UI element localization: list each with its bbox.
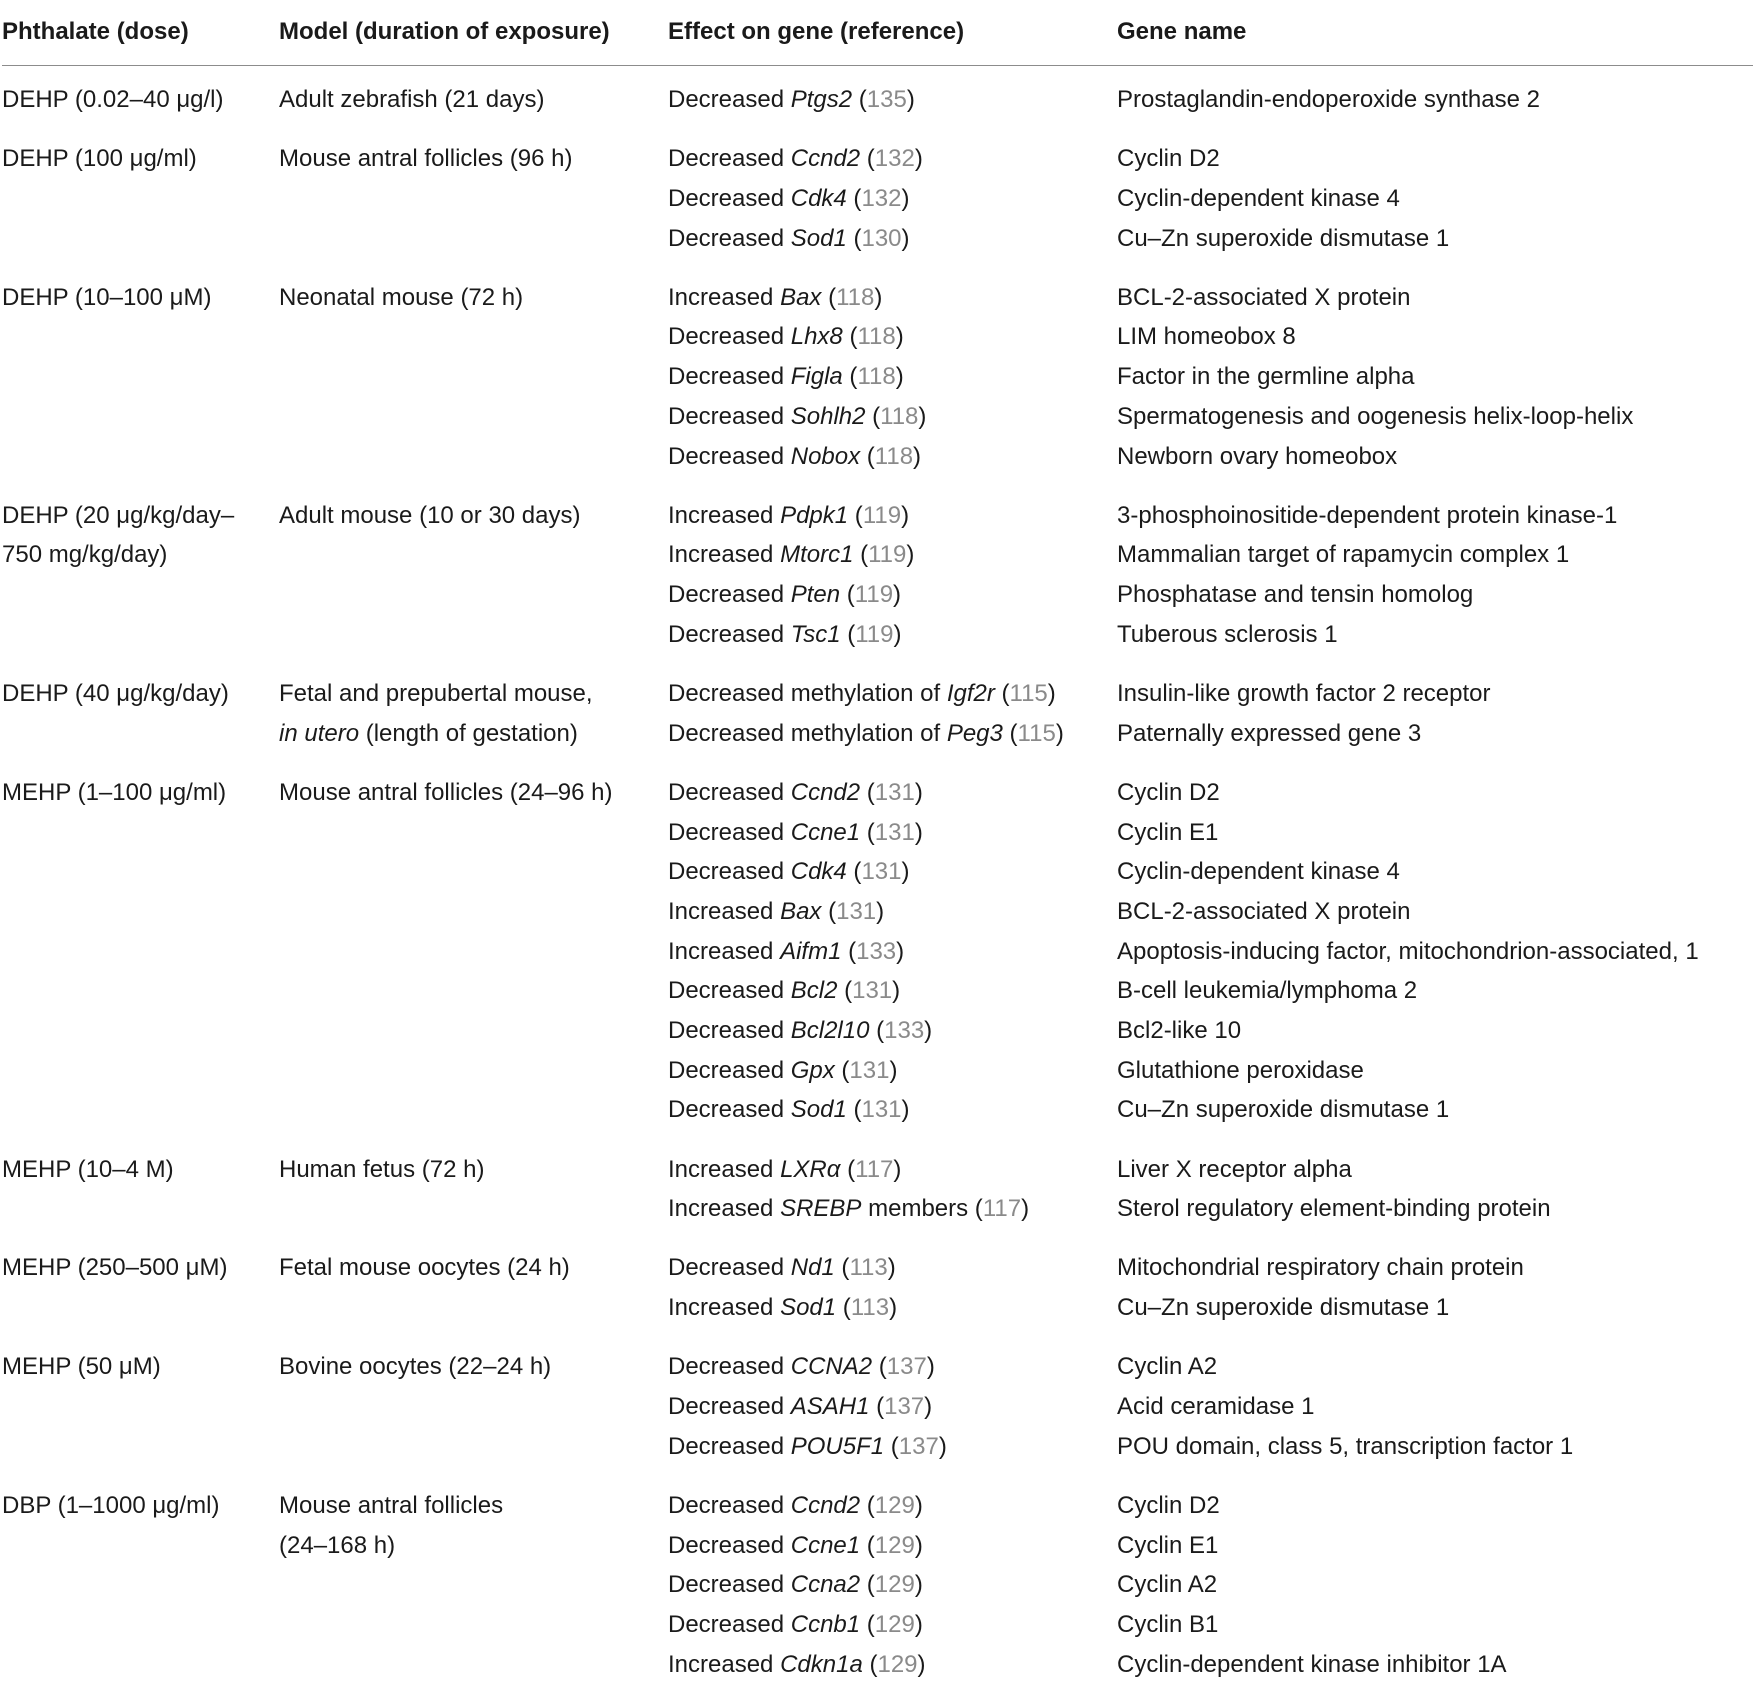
gene-name: Cu–Zn superoxide dismutase 1 bbox=[1117, 1294, 1450, 1322]
effect-direction: Increased bbox=[668, 1155, 781, 1183]
effect-line: Decreased Tsc1 (119) bbox=[668, 620, 902, 648]
gene-symbol: Ccnd2 bbox=[790, 778, 861, 806]
effect-cell bbox=[668, 496, 1117, 655]
reference-number: 118 bbox=[874, 442, 914, 470]
model-line bbox=[279, 773, 668, 813]
reference-number: 131 bbox=[874, 818, 915, 846]
reference-number: 118 bbox=[836, 283, 875, 311]
phthalate-cell bbox=[2, 80, 279, 120]
reference-number: 113 bbox=[849, 1254, 888, 1282]
effect-direction: Decreased bbox=[668, 1254, 791, 1282]
effect-suffix: members bbox=[861, 1195, 969, 1223]
reference-number: 135 bbox=[866, 86, 907, 113]
effect-line: Decreased Ptgs2 (135) bbox=[668, 86, 915, 113]
gene-name-cell bbox=[1117, 1248, 1753, 1327]
effect-line: Decreased Sod1 (131) bbox=[668, 1096, 910, 1124]
gene-name: 3-phosphoinositide-dependent protein kinase-1 bbox=[1117, 501, 1618, 529]
effect-line: Decreased POU5F1 (137) bbox=[668, 1432, 947, 1460]
effect-direction: Decreased bbox=[668, 442, 791, 470]
gene-name-cell bbox=[1117, 496, 1753, 655]
model-text: Mouse antral follicles (96 h) bbox=[279, 145, 573, 173]
effect-direction: Decreased bbox=[668, 145, 791, 173]
effect-line: Decreased Sod1 (130) bbox=[668, 224, 910, 252]
effect-direction: Decreased bbox=[668, 1016, 791, 1044]
gene-symbol: Peg3 bbox=[946, 719, 1003, 747]
gene-name: B-cell leukemia/lymphoma 2 bbox=[1117, 977, 1418, 1005]
phthalate-gene-table bbox=[2, 0, 1753, 1704]
reference-number: 119 bbox=[855, 620, 894, 648]
effect-direction: Decreased bbox=[668, 1432, 791, 1460]
gene-symbol: Igf2r bbox=[946, 679, 995, 707]
effect-line: Increased SREBP members (117) bbox=[668, 1195, 1030, 1223]
effect-direction: Increased bbox=[668, 1195, 781, 1223]
gene-symbol: Cdk4 bbox=[790, 858, 847, 886]
gene-name-cell bbox=[1117, 139, 1753, 258]
effect-direction: Decreased bbox=[668, 818, 791, 846]
gene-symbol: Bax bbox=[780, 283, 822, 311]
table-row bbox=[2, 80, 1753, 120]
effect-line: Decreased Figla (118) bbox=[668, 363, 904, 391]
effect-line: Increased Sod1 (113) bbox=[668, 1294, 898, 1322]
effect-cell bbox=[668, 773, 1117, 1130]
gene-name: POU domain, class 5, transcription factor 1 bbox=[1117, 1432, 1574, 1460]
effect-direction: Increased bbox=[668, 283, 781, 311]
gene-symbol: Lhx8 bbox=[790, 323, 843, 351]
reference-number: 133 bbox=[884, 1016, 925, 1044]
phthalate-line: DEHP (0.02–40 μg/l) bbox=[2, 86, 224, 113]
effect-line: Decreased Ccnb1 (129) bbox=[668, 1610, 923, 1638]
reference-number: 129 bbox=[874, 1531, 915, 1559]
gene-symbol: Cdkn1a bbox=[780, 1650, 863, 1678]
effect-direction: Decreased methylation of bbox=[668, 719, 947, 747]
model-line bbox=[279, 278, 668, 318]
phthalate-line: MEHP (250–500 μM) bbox=[2, 1254, 228, 1282]
effect-line: Decreased Ccna2 (129) bbox=[668, 1571, 923, 1599]
effect-direction: Increased bbox=[668, 897, 781, 925]
reference-number: 129 bbox=[874, 1491, 915, 1519]
gene-name-cell bbox=[1117, 674, 1753, 753]
reference-number: 137 bbox=[898, 1432, 939, 1460]
gene-symbol: Sohlh2 bbox=[790, 402, 866, 430]
model-text-italic: in utero bbox=[279, 719, 360, 747]
phthalate-line: DBP (1–1000 μg/ml) bbox=[2, 1491, 220, 1519]
gene-name: Cyclin-dependent kinase inhibitor 1A bbox=[1117, 1650, 1507, 1678]
model-line bbox=[279, 714, 668, 754]
gene-symbol: Ccnd2 bbox=[790, 145, 861, 173]
gene-name: Insulin-like growth factor 2 receptor bbox=[1117, 679, 1491, 707]
effect-line: Increased Pdpk1 (119) bbox=[668, 501, 910, 529]
reference-number: 137 bbox=[886, 1353, 927, 1381]
model-line bbox=[279, 80, 668, 120]
gene-symbol: Nobox bbox=[790, 442, 861, 470]
gene-name: Liver X receptor alpha bbox=[1117, 1155, 1352, 1183]
header-gene-name: Gene name bbox=[1117, 18, 1247, 45]
effect-line: Decreased Cdk4 (131) bbox=[668, 858, 910, 886]
effect-line: Decreased Cdk4 (132) bbox=[668, 184, 910, 212]
phthalate-cell bbox=[2, 278, 279, 476]
gene-symbol: Pdpk1 bbox=[780, 501, 849, 529]
gene-name: Apoptosis-inducing factor, mitochondrion-associated, 1 bbox=[1117, 937, 1699, 965]
effect-line: Decreased CCNA2 (137) bbox=[668, 1353, 935, 1381]
model-text: Neonatal mouse (72 h) bbox=[279, 283, 524, 311]
model-cell bbox=[279, 773, 668, 1130]
reference-number: 117 bbox=[855, 1155, 894, 1183]
effect-direction: Increased bbox=[668, 1294, 781, 1322]
model-line bbox=[279, 674, 668, 714]
gene-symbol: Sod1 bbox=[790, 1096, 847, 1124]
phthalate-cell bbox=[2, 1248, 279, 1327]
effect-direction: Increased bbox=[668, 1650, 781, 1678]
table-row bbox=[2, 278, 1753, 476]
effect-direction: Decreased bbox=[668, 224, 791, 252]
effect-direction: Decreased bbox=[668, 1353, 791, 1381]
gene-name: LIM homeobox 8 bbox=[1117, 323, 1296, 351]
effect-line: Decreased Ccne1 (131) bbox=[668, 818, 923, 846]
effect-direction: Increased bbox=[668, 937, 781, 965]
reference-number: 118 bbox=[857, 363, 896, 391]
effect-cell bbox=[668, 139, 1117, 258]
gene-name: Cyclin D2 bbox=[1117, 1491, 1220, 1519]
reference-number: 129 bbox=[877, 1650, 918, 1678]
reference-number: 115 bbox=[1009, 679, 1048, 707]
gene-name-cell bbox=[1117, 1150, 1753, 1229]
phthalate-line: MEHP (1–100 μg/ml) bbox=[2, 778, 227, 806]
effect-line: Decreased Lhx8 (118) bbox=[668, 323, 904, 351]
reference-number: 129 bbox=[874, 1571, 915, 1599]
gene-name: Cyclin-dependent kinase 4 bbox=[1117, 858, 1400, 886]
header-effect: Effect on gene (reference) bbox=[668, 18, 965, 45]
model-text: (length of gestation) bbox=[359, 719, 578, 747]
gene-symbol: Bcl2l10 bbox=[790, 1016, 870, 1044]
reference-number: 132 bbox=[861, 184, 902, 212]
gene-symbol: Sod1 bbox=[790, 224, 847, 252]
effect-line: Increased Cdkn1a (129) bbox=[668, 1650, 926, 1678]
gene-name: Mitochondrial respiratory chain protein bbox=[1117, 1254, 1524, 1282]
header-model: Model (duration of exposure) bbox=[279, 18, 610, 45]
reference-number: 131 bbox=[836, 897, 877, 925]
table-row bbox=[2, 773, 1753, 1130]
effect-direction: Decreased bbox=[668, 323, 791, 351]
effect-direction: Decreased bbox=[668, 620, 791, 648]
gene-name: Cyclin D2 bbox=[1117, 778, 1220, 806]
reference-number: 119 bbox=[854, 581, 894, 609]
phthalate-line: 750 mg/kg/day) bbox=[2, 541, 168, 569]
header-phthalate: Phthalate (dose) bbox=[2, 18, 189, 45]
model-text: Mouse antral follicles bbox=[279, 1491, 504, 1519]
reference-number: 113 bbox=[850, 1294, 890, 1322]
effect-direction: Decreased bbox=[668, 184, 791, 212]
gene-symbol: SREBP bbox=[780, 1195, 862, 1223]
model-line bbox=[279, 1347, 668, 1387]
gene-symbol: Ccne1 bbox=[790, 818, 861, 846]
phthalate-cell bbox=[2, 773, 279, 1130]
model-text: Fetal and prepubertal mouse, bbox=[279, 679, 593, 707]
reference-number: 118 bbox=[880, 402, 919, 430]
phthalate-line: DEHP (100 μg/ml) bbox=[2, 145, 197, 173]
reference-number: 129 bbox=[874, 1610, 915, 1638]
gene-symbol: Bcl2 bbox=[790, 977, 838, 1005]
model-cell bbox=[279, 674, 668, 753]
effect-line: Decreased methylation of Peg3 (115) bbox=[668, 719, 1064, 747]
model-cell bbox=[279, 278, 668, 476]
gene-name: Cu–Zn superoxide dismutase 1 bbox=[1117, 1096, 1450, 1124]
gene-symbol: Ccnd2 bbox=[790, 1491, 861, 1519]
table-row bbox=[2, 139, 1753, 258]
reference-number: 132 bbox=[874, 145, 915, 173]
effect-direction: Decreased bbox=[668, 581, 791, 609]
table-row bbox=[2, 1486, 1753, 1684]
phthalate-line: DEHP (10–100 μM) bbox=[2, 283, 212, 311]
effect-line: Increased Aifm1 (133) bbox=[668, 937, 905, 965]
effect-cell bbox=[668, 80, 1117, 120]
phthalate-cell bbox=[2, 1150, 279, 1229]
phthalate-cell bbox=[2, 496, 279, 655]
gene-symbol: Ccne1 bbox=[790, 1531, 861, 1559]
table-row bbox=[2, 1248, 1753, 1327]
gene-symbol: Ccna2 bbox=[790, 1571, 861, 1599]
model-line bbox=[279, 496, 668, 536]
gene-name: Cyclin A2 bbox=[1117, 1571, 1218, 1599]
gene-name: Bcl2-like 10 bbox=[1117, 1016, 1242, 1044]
effect-direction: Decreased bbox=[668, 1096, 791, 1124]
effect-direction: Decreased methylation of bbox=[668, 679, 947, 707]
gene-name: BCL-2-associated X protein bbox=[1117, 283, 1411, 311]
effect-direction: Decreased bbox=[668, 1571, 791, 1599]
effect-direction: Increased bbox=[668, 541, 781, 569]
phthalate-line: DEHP (20 μg/kg/day– bbox=[2, 501, 235, 529]
effect-line: Decreased methylation of Igf2r (115) bbox=[668, 679, 1056, 707]
model-text: (24–168 h) bbox=[279, 1531, 396, 1559]
table-row bbox=[2, 674, 1753, 753]
model-line bbox=[279, 1526, 668, 1566]
gene-name-cell bbox=[1117, 773, 1753, 1130]
model-text: Bovine oocytes (22–24 h) bbox=[279, 1353, 552, 1381]
effect-direction: Decreased bbox=[668, 363, 791, 391]
gene-name: Glutathione peroxidase bbox=[1117, 1056, 1364, 1084]
effect-direction: Decreased bbox=[668, 86, 791, 113]
model-text: Mouse antral follicles (24–96 h) bbox=[279, 778, 613, 806]
reference-number: 131 bbox=[874, 778, 915, 806]
effect-line: Increased LXRα (117) bbox=[668, 1155, 902, 1183]
gene-name: Acid ceramidase 1 bbox=[1117, 1392, 1315, 1420]
gene-name: Cyclin B1 bbox=[1117, 1610, 1219, 1638]
gene-symbol: LXRα bbox=[780, 1155, 841, 1183]
effect-cell bbox=[668, 1486, 1117, 1684]
effect-direction: Decreased bbox=[668, 1531, 791, 1559]
effect-direction: Decreased bbox=[668, 1392, 791, 1420]
phthalate-cell bbox=[2, 1347, 279, 1466]
phthalate-line: DEHP (40 μg/kg/day) bbox=[2, 679, 229, 707]
effect-direction: Decreased bbox=[668, 778, 791, 806]
effect-line: Decreased ASAH1 (137) bbox=[668, 1392, 933, 1420]
gene-symbol: Mtorc1 bbox=[780, 541, 854, 569]
effect-line: Decreased Pten (119) bbox=[668, 581, 902, 609]
table-row bbox=[2, 1347, 1753, 1466]
phthalate-cell bbox=[2, 139, 279, 258]
model-cell bbox=[279, 1486, 668, 1684]
effect-line: Increased Mtorc1 (119) bbox=[668, 541, 915, 569]
reference-number: 131 bbox=[849, 1056, 890, 1084]
effect-line: Decreased Gpx (131) bbox=[668, 1056, 898, 1084]
model-cell bbox=[279, 80, 668, 120]
gene-symbol: Gpx bbox=[790, 1056, 835, 1084]
reference-number: 117 bbox=[982, 1195, 1022, 1223]
effect-direction: Decreased bbox=[668, 1610, 791, 1638]
phthalate-line: MEHP (50 μM) bbox=[2, 1353, 161, 1381]
phthalate-cell bbox=[2, 1486, 279, 1684]
gene-symbol: Ccnb1 bbox=[790, 1610, 861, 1638]
table-row bbox=[2, 496, 1753, 655]
model-text: Adult zebrafish (21 days) bbox=[279, 86, 545, 113]
gene-symbol: POU5F1 bbox=[790, 1432, 885, 1460]
gene-name-cell bbox=[1117, 278, 1753, 476]
gene-name: Factor in the germline alpha bbox=[1117, 363, 1415, 391]
gene-symbol: Tsc1 bbox=[790, 620, 841, 648]
table-header-row bbox=[2, 0, 1753, 66]
model-cell bbox=[279, 1150, 668, 1229]
phthalate-line: MEHP (10–4 M) bbox=[2, 1155, 174, 1183]
model-text: Human fetus (72 h) bbox=[279, 1155, 485, 1183]
gene-name: Cyclin-dependent kinase 4 bbox=[1117, 184, 1400, 212]
reference-number: 131 bbox=[852, 977, 893, 1005]
gene-name: Phosphatase and tensin homolog bbox=[1117, 581, 1474, 609]
reference-number: 115 bbox=[1017, 719, 1056, 747]
gene-name: Paternally expressed gene 3 bbox=[1117, 719, 1422, 747]
gene-name: Cyclin E1 bbox=[1117, 1531, 1219, 1559]
effect-line: Decreased Bcl2l10 (133) bbox=[668, 1016, 933, 1044]
reference-number: 118 bbox=[857, 323, 896, 351]
model-cell bbox=[279, 139, 668, 258]
gene-name-cell bbox=[1117, 1347, 1753, 1466]
reference-number: 130 bbox=[861, 224, 902, 252]
effect-line: Decreased Ccnd2 (131) bbox=[668, 778, 923, 806]
gene-symbol: Bax bbox=[780, 897, 822, 925]
effect-line: Decreased Sohlh2 (118) bbox=[668, 402, 927, 430]
reference-number: 131 bbox=[861, 1096, 902, 1124]
model-line bbox=[279, 139, 668, 179]
gene-name: Cyclin D2 bbox=[1117, 145, 1220, 173]
effect-line: Decreased Nobox (118) bbox=[668, 442, 922, 470]
effect-cell bbox=[668, 1150, 1117, 1229]
effect-line: Decreased Ccnd2 (129) bbox=[668, 1491, 923, 1519]
effect-direction: Decreased bbox=[668, 858, 791, 886]
phthalate-cell bbox=[2, 674, 279, 753]
table-row bbox=[2, 1150, 1753, 1229]
gene-symbol: CCNA2 bbox=[790, 1353, 873, 1381]
reference-number: 133 bbox=[856, 937, 897, 965]
effect-cell bbox=[668, 1248, 1117, 1327]
gene-name-cell bbox=[1117, 80, 1753, 120]
model-cell bbox=[279, 496, 668, 655]
effect-cell bbox=[668, 1347, 1117, 1466]
gene-symbol: Pten bbox=[790, 581, 841, 609]
gene-name: Tuberous sclerosis 1 bbox=[1117, 620, 1338, 648]
model-cell bbox=[279, 1347, 668, 1466]
gene-name: Spermatogenesis and oogenesis helix-loop-helix bbox=[1117, 402, 1634, 430]
effect-line: Decreased Ccne1 (129) bbox=[668, 1531, 923, 1559]
reference-number: 131 bbox=[861, 858, 902, 886]
effect-cell bbox=[668, 278, 1117, 476]
gene-name: Cyclin E1 bbox=[1117, 818, 1219, 846]
gene-name: Mammalian target of rapamycin complex 1 bbox=[1117, 541, 1570, 569]
gene-name: Prostaglandin-endoperoxide synthase 2 bbox=[1117, 86, 1540, 113]
effect-line: Decreased Bcl2 (131) bbox=[668, 977, 901, 1005]
gene-name: Newborn ovary homeobox bbox=[1117, 442, 1398, 470]
gene-name-cell bbox=[1117, 1486, 1753, 1684]
effect-direction: Decreased bbox=[668, 1491, 791, 1519]
reference-number: 119 bbox=[868, 541, 907, 569]
gene-name: Sterol regulatory element-binding protein bbox=[1117, 1195, 1551, 1223]
effect-direction: Decreased bbox=[668, 402, 791, 430]
gene-symbol: Ptgs2 bbox=[790, 86, 853, 113]
table-body bbox=[2, 66, 1753, 1684]
model-line bbox=[279, 1150, 668, 1190]
model-cell bbox=[279, 1248, 668, 1327]
effect-direction: Decreased bbox=[668, 977, 791, 1005]
effect-line: Increased Bax (118) bbox=[668, 283, 883, 311]
gene-name: Cu–Zn superoxide dismutase 1 bbox=[1117, 224, 1450, 252]
model-text: Fetal mouse oocytes (24 h) bbox=[279, 1254, 570, 1282]
model-text: Adult mouse (10 or 30 days) bbox=[279, 501, 581, 529]
reference-number: 137 bbox=[884, 1392, 925, 1420]
model-line bbox=[279, 1248, 668, 1288]
effect-direction: Increased bbox=[668, 501, 781, 529]
gene-symbol: ASAH1 bbox=[790, 1392, 870, 1420]
gene-symbol: Nd1 bbox=[790, 1254, 835, 1282]
gene-name: Cyclin A2 bbox=[1117, 1353, 1218, 1381]
effect-line: Decreased Nd1 (113) bbox=[668, 1254, 896, 1282]
effect-direction: Decreased bbox=[668, 1056, 791, 1084]
gene-symbol: Aifm1 bbox=[780, 937, 842, 965]
gene-symbol: Cdk4 bbox=[790, 184, 847, 212]
effect-cell bbox=[668, 674, 1117, 753]
gene-symbol: Figla bbox=[790, 363, 843, 391]
effect-line: Decreased Ccnd2 (132) bbox=[668, 145, 923, 173]
gene-name: BCL-2-associated X protein bbox=[1117, 897, 1411, 925]
gene-symbol: Sod1 bbox=[780, 1294, 837, 1322]
model-line bbox=[279, 1486, 668, 1526]
effect-line: Increased Bax (131) bbox=[668, 897, 885, 925]
reference-number: 119 bbox=[862, 501, 902, 529]
